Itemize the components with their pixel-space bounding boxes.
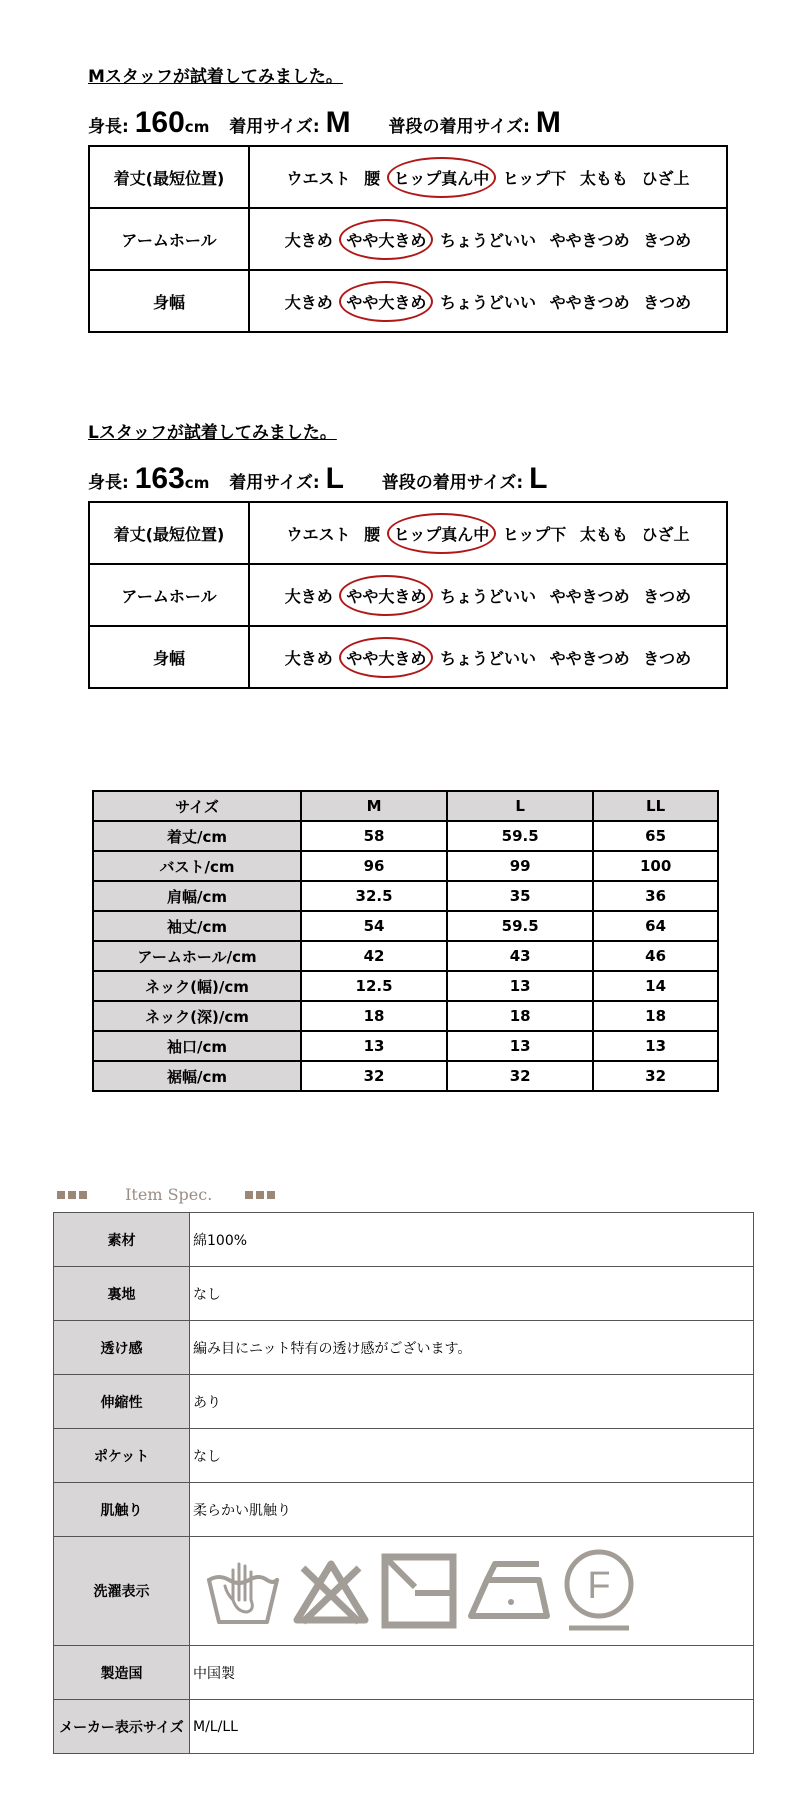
size-cell: 13 [301,1031,447,1061]
table-row [93,1031,718,1061]
staff-info [88,99,728,147]
size-cell: 65 [593,821,718,851]
fit-option: ちょうどいい [439,292,536,312]
spec-value: なし [190,1267,754,1321]
dry-clean-letter: F [587,1565,611,1607]
size-header-cell: サイズ [93,791,301,821]
usual-size-label: 普段の着用サイズ: [381,473,524,493]
size-row-label: 肩幅/cm [93,881,301,911]
spec-value: なし [190,1429,754,1483]
fit-row-label: 着丈(最短位置) [89,502,249,564]
size-header-cell: LL [593,791,718,821]
table-row [93,881,718,911]
size-row-label: バスト/cm [93,851,301,881]
size-cell: 18 [301,1001,447,1031]
worn-size-label: 着用サイズ: [229,473,320,493]
height-unit: cm [184,118,210,136]
fit-option-selected: ヒップ真ん中 [394,166,490,189]
fit-option-selected: やや大きめ [346,228,426,251]
size-cell: 12.5 [301,971,447,1001]
spec-value: 中国製 [190,1646,754,1700]
fit-options [249,146,727,208]
low-iron-icon [467,1556,551,1626]
square-bullet-icon [79,1191,87,1199]
size-cell: 58 [301,821,447,851]
spec-key: 透け感 [54,1321,190,1375]
square-bullet-icon [245,1191,253,1199]
fit-option: ひざ上 [641,524,690,544]
size-cell: 100 [593,851,718,881]
height-unit: cm [184,474,210,492]
fit-option: ちょうどいい [439,586,536,606]
size-row-label: 裾幅/cm [93,1061,301,1091]
spec-value: 編み目にニット特有の透け感がございます。 [190,1321,754,1375]
spec-row [54,1375,754,1429]
usual-size-value: M [535,106,561,139]
square-bullet-icon [267,1191,275,1199]
fit-option: 大きめ [284,292,333,312]
size-cell: 32 [447,1061,593,1091]
spec-row-care [54,1537,754,1646]
fit-option: ややきつめ [549,292,630,312]
size-cell: 32 [593,1061,718,1091]
size-cell: 18 [447,1001,593,1031]
fit-row-armhole [89,564,727,626]
fit-row-length [89,502,727,564]
size-cell: 13 [447,971,593,1001]
size-table-header [93,791,718,821]
spec-row [54,1483,754,1537]
fit-option: きつめ [643,292,692,312]
spec-value: 柔らかい肌触り [190,1483,754,1537]
size-cell: 54 [301,911,447,941]
fit-options [249,208,727,270]
fit-row-label: アームホール [89,208,249,270]
item-spec-table [53,1212,754,1754]
square-bullet-icon [256,1191,264,1199]
care-icons [193,1546,750,1636]
spec-value: あり [190,1375,754,1429]
size-row-label: 着丈/cm [93,821,301,851]
hand-wash-icon [203,1556,283,1626]
fit-option: 大きめ [284,230,333,250]
spec-key: 洗濯表示 [54,1537,190,1646]
table-row [93,851,718,881]
fit-row-armhole [89,208,727,270]
size-cell: 96 [301,851,447,881]
spec-key: ポケット [54,1429,190,1483]
table-row [93,821,718,851]
item-spec-heading [57,1184,278,1204]
spec-value: 綿100% [190,1213,754,1267]
table-row [93,941,718,971]
size-cell: 59.5 [447,911,593,941]
worn-size-value: M [325,106,351,139]
fit-row-body-width [89,626,727,688]
size-cell: 36 [593,881,718,911]
spec-key: 裏地 [54,1267,190,1321]
size-row-label: 袖丈/cm [93,911,301,941]
spec-row [54,1700,754,1754]
size-header-cell: M [301,791,447,821]
height-value: 163 [134,462,185,495]
professional-dry-clean-icon [559,1546,639,1636]
fit-option: ややきつめ [549,648,630,668]
fit-row-label: アームホール [89,564,249,626]
fit-option: ウエスト [286,524,351,544]
fit-row-body-width [89,270,727,332]
square-bullet-icon [68,1191,76,1199]
fit-options [249,564,727,626]
table-row [93,971,718,1001]
fit-option: きつめ [643,230,692,250]
size-table [92,790,719,1092]
fit-options [249,626,727,688]
size-row-label: アームホール/cm [93,941,301,971]
fit-row-label: 着丈(最短位置) [89,146,249,208]
fit-option-selected: やや大きめ [346,290,426,313]
fit-table [88,145,728,333]
staff-info [88,455,728,503]
size-cell: 43 [447,941,593,971]
staff-section-l [88,421,728,668]
spec-row [54,1267,754,1321]
fit-option: ちょうどいい [439,230,536,250]
table-row [93,1001,718,1031]
fit-option: ややきつめ [549,586,630,606]
height-label: 身長: [88,473,129,493]
size-cell: 13 [447,1031,593,1061]
size-cell: 13 [593,1031,718,1061]
fit-option: ややきつめ [549,230,630,250]
spec-key: 素材 [54,1213,190,1267]
table-row [93,911,718,941]
fit-row-length [89,146,727,208]
size-row-label: ネック(幅)/cm [93,971,301,1001]
height-label: 身長: [88,117,129,137]
size-cell: 18 [593,1001,718,1031]
spec-row [54,1646,754,1700]
fit-option: 大きめ [284,586,333,606]
spec-key: 伸縮性 [54,1375,190,1429]
spec-row [54,1321,754,1375]
care-icons-cell [190,1537,754,1646]
spec-key: 製造国 [54,1646,190,1700]
fit-table [88,501,728,689]
size-cell: 32 [301,1061,447,1091]
flat-dry-shade-icon [379,1551,459,1631]
spec-row [54,1213,754,1267]
fit-option-selected: ヒップ真ん中 [394,522,490,545]
usual-size-label: 普段の着用サイズ: [388,117,530,137]
fit-option: 太もも [579,524,628,544]
size-cell: 32.5 [301,881,447,911]
usual-size-value: L [529,462,548,495]
item-spec-title: Item Spec. [125,1184,213,1204]
fit-option: ちょうどいい [439,648,536,668]
size-cell: 42 [301,941,447,971]
fit-row-label: 身幅 [89,270,249,332]
fit-options [249,270,727,332]
size-cell: 14 [593,971,718,1001]
fit-option: 太もも [579,168,628,188]
size-cell: 64 [593,911,718,941]
worn-size-value: L [325,462,344,495]
fit-option-selected: やや大きめ [346,584,426,607]
size-cell: 46 [593,941,718,971]
size-header-cell: L [447,791,593,821]
staff-heading: Mスタッフが試着してみました。 [88,67,343,87]
height-value: 160 [134,106,185,139]
fit-option: 腰 [364,168,381,188]
fit-option: 腰 [364,524,381,544]
spec-row [54,1429,754,1483]
fit-option: ひざ上 [641,168,690,188]
size-cell: 99 [447,851,593,881]
spec-key: 肌触り [54,1483,190,1537]
table-row [93,1061,718,1091]
fit-options [249,502,727,564]
fit-row-label: 身幅 [89,626,249,688]
staff-heading: Lスタッフが試着してみました。 [88,423,337,443]
staff-section-m [88,65,728,312]
fit-option: 大きめ [284,648,333,668]
fit-option-selected: やや大きめ [346,646,426,669]
no-bleach-icon [291,1556,371,1626]
size-cell: 59.5 [447,821,593,851]
worn-size-label: 着用サイズ: [229,117,320,137]
spec-key: メーカー表示サイズ [54,1700,190,1754]
spec-value: M/L/LL [190,1700,754,1754]
fit-option: きつめ [643,648,692,668]
square-bullet-icon [57,1191,65,1199]
fit-option: ウエスト [286,168,351,188]
size-row-label: ネック(深)/cm [93,1001,301,1031]
size-cell: 35 [447,881,593,911]
fit-option: ヒップ下 [502,168,567,188]
size-row-label: 袖口/cm [93,1031,301,1061]
fit-option: きつめ [643,586,692,606]
fit-option: ヒップ下 [502,524,567,544]
